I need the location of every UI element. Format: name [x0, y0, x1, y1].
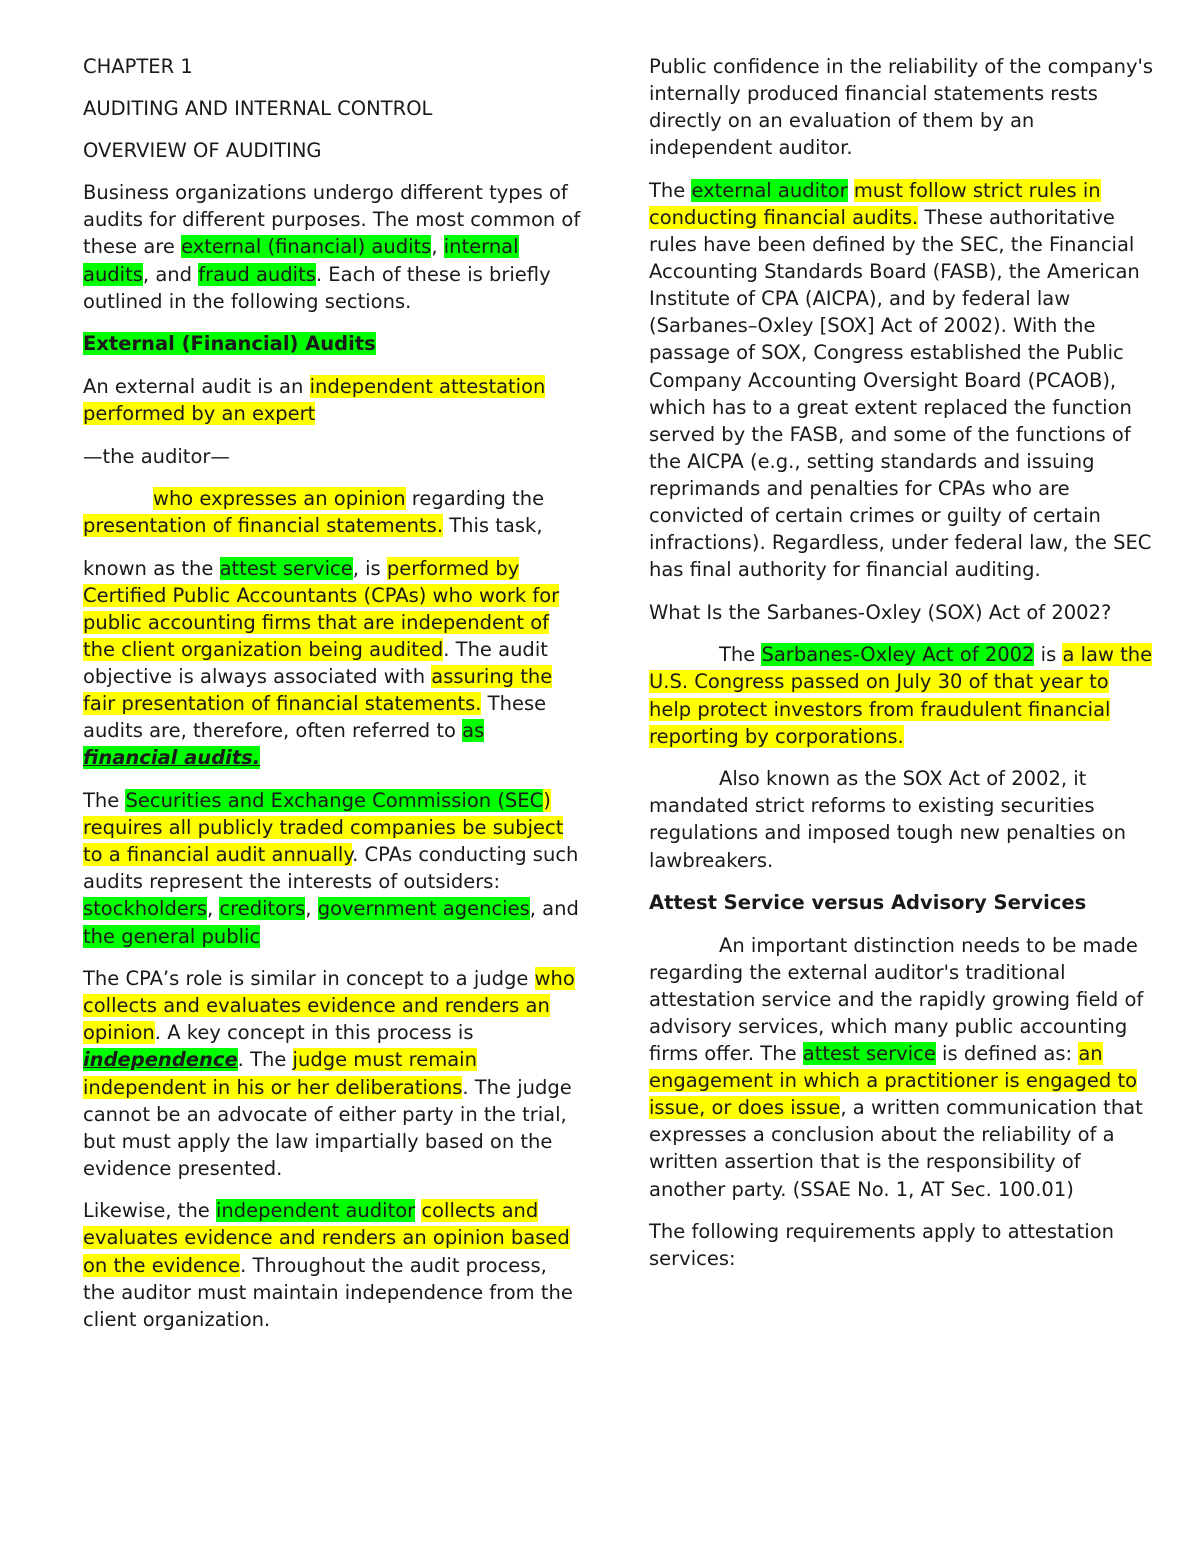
right-column: [649, 53, 1154, 1288]
attest-distinction-paragraph: An important distinction needs to be made regarding the external auditor's traditional attestation service and the rapidly growing field of advisory services, which many public accounting firms offer. The attest service is defined as: an engagement in which a practitioner is engaged to issue, or does issue, a written communication that expresses a conclusion about the reliability of a written assertion that is the responsibility of another party. (SSAE No. 1, AT Sec. 100.01): [649, 933, 1144, 1201]
strict-rules-paragraph: The external auditor must follow strict rules in conducting financial audits. These authoritative rules have been defined by the SEC, the Financial Accounting Standards Board (FASB), the American Institute of CPA (AICPA), and by federal law (Sarbanes–Oxley [SOX] Act of 2002). With the passage of SOX, Congress established the Public Company Accounting Oversight Board (PCAOB), which has to a great extent replaced the function served by the FASB, and some of the functions of the AICPA (e.g., setting standards and issuing reprimands and penalties for CPAs who are convicted of certain crimes or guilty of certain infractions). Regardless, under federal law, the SEC has final authority for financial auditing.: [649, 178, 1152, 582]
left-column: [83, 53, 583, 1348]
opinion-paragraph: who expresses an opinion regarding the presentation of financial statements. This task,: [83, 487, 545, 538]
cpa-judge-paragraph: The CPA’s role is similar in concept to a judge who collects and evaluates evidence and renders an opinion. A key concept in this process is independence. The judge must remain independent in his or her deliberations. The judge cannot be an advocate of either party in the trial, but must apply the law impartially based on the evidence presented.: [83, 967, 575, 1180]
section-heading-attest-vs-advisory: Attest Service versus Advisory Services: [649, 891, 1087, 915]
external-audit-definition: An external audit is an independent attestation performed by an expert: [83, 374, 546, 425]
intro-paragraph: Business organizations undergo different types of audits for different purposes. The most common of these are external (financial) audits, internal audits, and fraud audits. Each of these is briefly outlined in the following sections.: [83, 181, 581, 313]
independent-auditor-paragraph: Likewise, the independent auditor collects and evaluates evidence and renders an opinion based on the evidence. Throughout the audit process, the auditor must maintain independence from the client organization.: [83, 1199, 573, 1331]
attest-service-paragraph: known as the attest service, is performed by Certified Public Accountants (CPAs) who work for public accounting firms that are independent of the client organization being audited. The audit objective is always associated with assuring the fair presentation of financial statements. These audits are, therefore, often referred to as financial audits.: [83, 556, 560, 770]
sox-definition-paragraph: The Sarbanes-Oxley Act of 2002 is a law the U.S. Congress passed on July 30 of that year to help protect investors from fraudulent financial reporting by corporations.: [649, 643, 1153, 748]
sox-reforms-paragraph: Also known as the SOX Act of 2002, it mandated strict reforms to existing securities regulations and imposed tough new penalties on lawbreakers.: [649, 767, 1126, 872]
sox-question: What Is the Sarbanes-Oxley (SOX) Act of 2002?: [649, 600, 1112, 624]
sec-paragraph: The Securities and Exchange Commission (SEC) requires all publicly traded companies be subject to a financial audit annually. CPAs conducting such audits represent the interests of outsiders: stockholders, creditors, government agencies, and the general public: [83, 789, 579, 948]
auditor-dash-line: —the auditor—: [83, 444, 230, 468]
public-confidence-paragraph: Public confidence in the reliability of the company's internally produced financial statements rests directly on an evaluation of them by an independent auditor.: [649, 55, 1154, 160]
chapter-title: AUDITING AND INTERNAL CONTROL: [83, 97, 433, 121]
chapter-label: CHAPTER 1: [83, 55, 193, 78]
overview-heading: OVERVIEW OF AUDITING: [83, 139, 322, 163]
requirements-intro: The following requirements apply to attestation services:: [649, 1220, 1114, 1271]
section-heading-external-audits: External (Financial) Audits: [83, 332, 376, 356]
